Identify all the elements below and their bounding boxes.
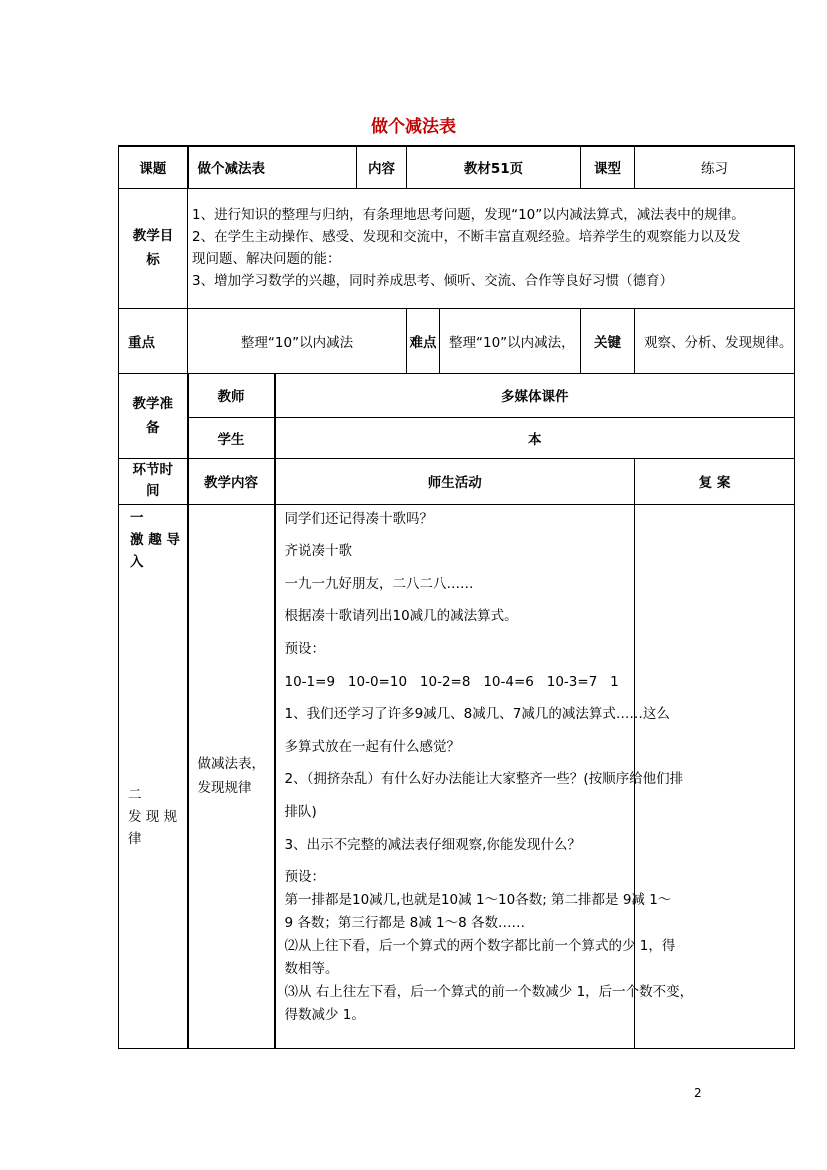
content-label: 内容: [357, 146, 407, 188]
crucial-label: 关键: [581, 308, 635, 373]
stage-header: [119, 458, 188, 504]
activity-line: 预设：: [284, 869, 325, 886]
prep-label: [119, 373, 188, 458]
content-value: 教材51页: [407, 146, 581, 188]
finding-line: 数相等。: [284, 961, 339, 978]
document-title: 做个减法表: [371, 117, 456, 137]
activity-header-row: [119, 458, 795, 504]
keypoints-row: [119, 308, 795, 373]
teacher-value: 多媒体课件: [275, 373, 795, 417]
goals-label: [119, 188, 188, 308]
prep-label-line2: 备: [146, 419, 160, 436]
content-cell: [188, 504, 275, 1048]
prep-label-line1: 教学准: [132, 395, 173, 412]
crucial-value: 观察、分析、发现规律。: [635, 308, 795, 373]
topic-label: 课题: [119, 146, 188, 188]
finding-line: 得数减少 1。: [284, 1007, 365, 1024]
goals-text: [188, 188, 795, 308]
goals-row: [119, 188, 795, 308]
prep-teacher-row: [119, 373, 795, 417]
key-value: 整理“10”以内减法: [188, 308, 407, 373]
finding-line: ⑵从上往下看，后一个算式的两个数字都比前一个算式的少 1，得: [284, 938, 676, 955]
section-intro-line3: 入: [130, 553, 144, 570]
topic-value: 做个减法表: [188, 146, 357, 188]
finding-line: 9 各数；第三行都是 8减 1～8 各数……: [284, 915, 526, 932]
student-value: 本: [275, 417, 795, 458]
section-discover: [128, 784, 177, 850]
section-intro-line2: 激 趣 导: [130, 531, 180, 548]
page-number: 2: [694, 1086, 702, 1100]
goal-item: 现问题、解决问题的能：: [192, 251, 341, 268]
lesson-plan-table: [118, 145, 795, 1049]
activity-line: 同学们还记得凑十歌吗？: [284, 510, 433, 527]
content-header: 教学内容: [188, 458, 275, 504]
type-label: 课型: [581, 146, 635, 188]
activities-cell: [275, 504, 694, 1048]
teacher-label: 教师: [188, 373, 275, 417]
activities-header: 师生活动: [275, 458, 635, 504]
activity-line: 2、（拥挤杂乱）有什么好办法能让大家整齐一些？(按顺序给他们排: [284, 771, 684, 788]
goal-item: 3、增加学习数学的兴趣，同时养成思考、倾听、交流、合作等良好习惯（德育）: [192, 273, 674, 290]
activity-line: 一九一九好朋友，二八二八……: [284, 575, 474, 592]
activity-line: 3、出示不完整的减法表仔细观察,你能发现什么？: [284, 836, 581, 853]
stage-header-line1: 环节时: [132, 462, 173, 479]
goal-item: 1、进行知识的整理与归纳，有条理地思考问题，发现“10”以内减法算式，减法表中的规律。: [192, 207, 745, 224]
finding-line: ⑶从 右上往左下看，后一个算式的前一个数减少 1，后一个数不变，: [284, 984, 694, 1001]
student-label: 学生: [188, 417, 275, 458]
section-intro-line1: 一: [130, 509, 144, 526]
difficult-value: 整理“10”以内减法，: [440, 308, 581, 373]
review-header: 复 案: [635, 458, 795, 504]
findings-block: [284, 889, 694, 1027]
goals-label-line2: 标: [146, 252, 160, 269]
goals-label-line1: 教学目: [132, 228, 174, 245]
key-label: 重点: [119, 308, 188, 373]
activity-line: 根据凑十歌请列出10减几的减法算式。: [284, 608, 518, 625]
activity-line: 1、我们还学习了许多9减几、8减几、7减几的减法算式……这么: [284, 706, 670, 723]
stage-cell: [119, 504, 188, 1048]
topic-row: [119, 146, 795, 188]
difficult-label: 难点: [407, 308, 440, 373]
type-value: 练习: [635, 146, 795, 188]
finding-line: 第一排都是10减几,也就是10减 1～10各数; 第二排都是 9减 1～: [284, 892, 672, 909]
activity-line: 排队): [284, 804, 317, 820]
stage-header-line2: 间: [146, 483, 160, 500]
prep-student-row: [119, 417, 795, 458]
section-discover-line1: 二: [128, 786, 142, 803]
content-line2: 发现规律: [197, 780, 252, 797]
section-discover-line3: 律: [128, 830, 142, 847]
goal-item: 2、在学生主动操作、感受、发现和交流中，不断丰富直观经验。培养学生的观察能力以及发: [192, 229, 741, 246]
section-intro: [130, 507, 180, 573]
activity-body-row: [119, 504, 795, 1048]
activity-line: 齐说凑十歌: [284, 543, 352, 560]
content-line1: 做减法表，: [197, 756, 265, 773]
activity-line: 预设：: [284, 641, 325, 658]
activity-line: 10-1=9 10-0=10 10-2=8 10-4=6 10-3=7 1: [284, 673, 619, 690]
activity-line: 多算式放在一起有什么感觉？: [284, 738, 460, 755]
section-discover-line2: 发 现 规: [128, 808, 178, 825]
